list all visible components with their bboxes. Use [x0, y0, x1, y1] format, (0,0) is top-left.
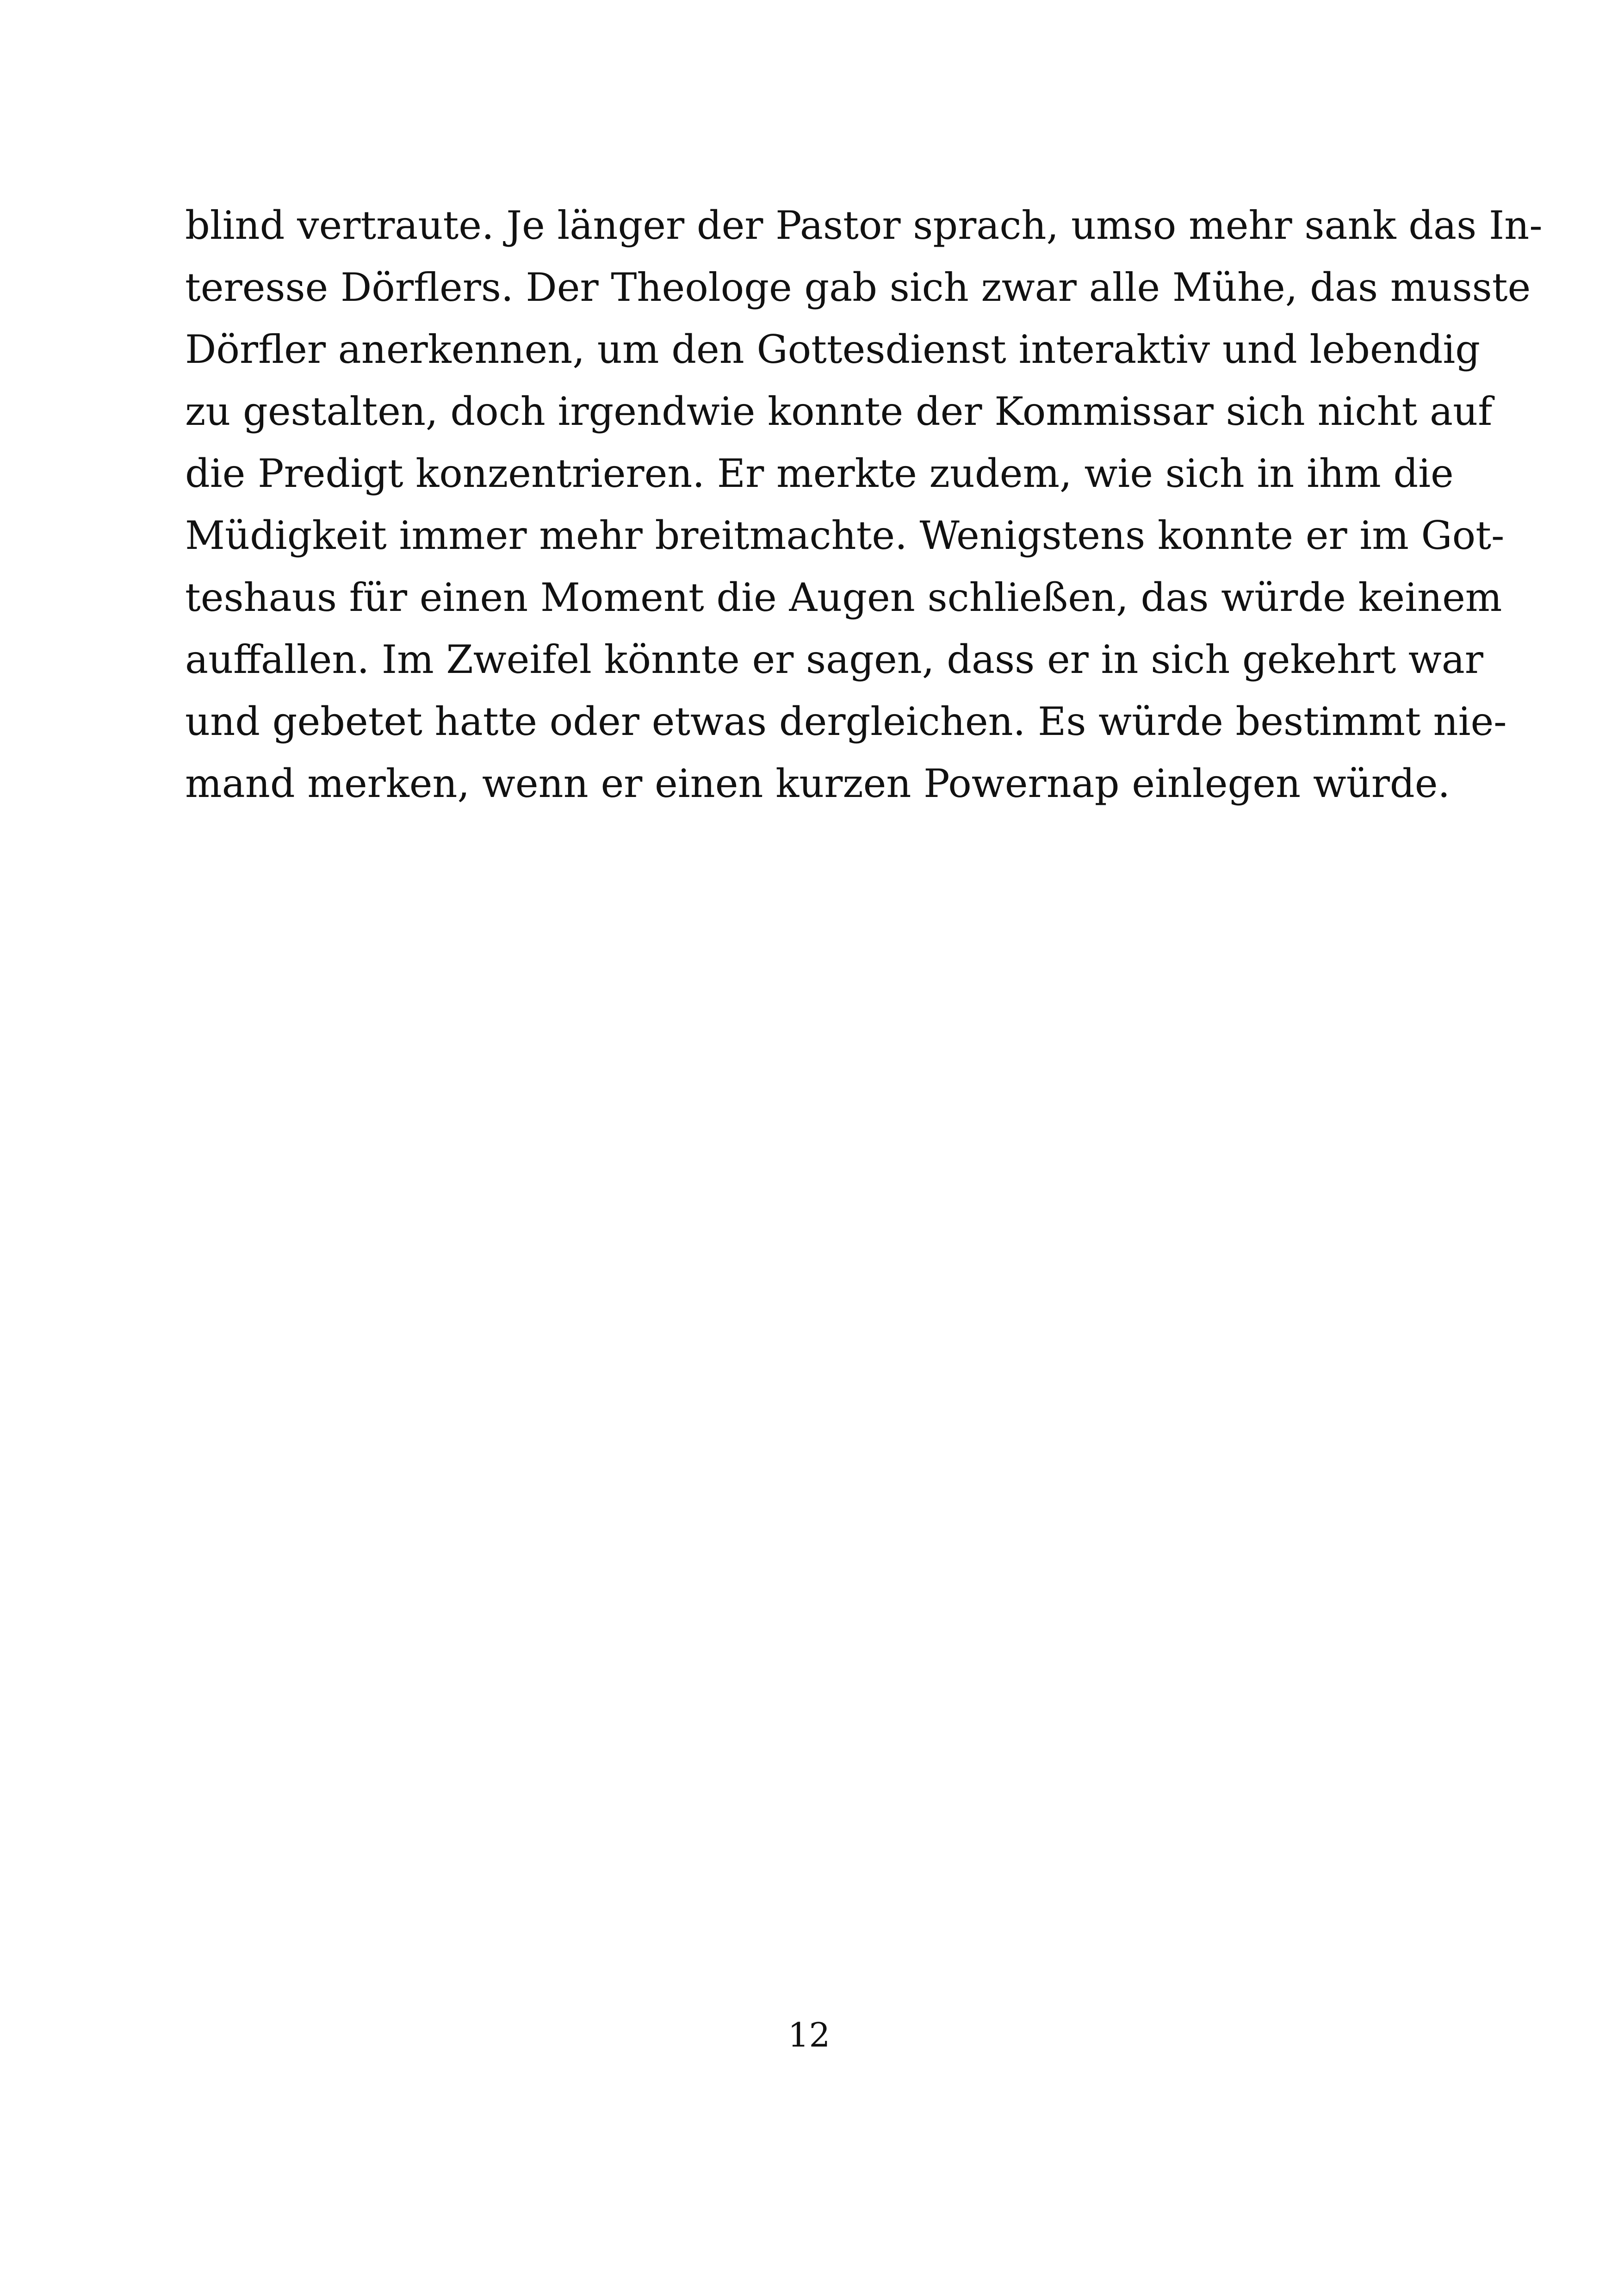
text-line: zu gestalten, doch irgendwie konnte der Kommissar sich nicht auf — [185, 389, 1493, 434]
text-line: teshaus für einen Moment die Augen schließen, das würde keinem — [185, 575, 1502, 620]
text-line: blind vertraute. Je länger der Pastor sprach, umso mehr sank das In- — [185, 203, 1543, 248]
text-line: teresse Dörflers. Der Theologe gab sich zwar alle Mühe, das musste — [185, 265, 1531, 310]
text-line-last: mand merken, wenn er einen kurzen Powernap einlegen würde. — [185, 761, 1451, 806]
text-line: die Predigt konzentrieren. Er merkte zudem, wie sich in ihm die — [185, 451, 1454, 496]
page-number: 12 — [787, 2016, 831, 2054]
text-line: auffallen. Im Zweifel könnte er sagen, dass er in sich gekehrt war — [185, 637, 1483, 682]
text-line: und gebetet hatte oder etwas dergleichen. Es würde bestimmt nie- — [185, 699, 1507, 744]
text-line: Müdigkeit immer mehr breitmachte. Wenigstens konnte er im Got- — [185, 513, 1505, 558]
body-paragraph — [185, 194, 1543, 815]
text-line: Dörfler anerkennen, um den Gottesdienst interaktiv und lebendig — [185, 327, 1481, 372]
